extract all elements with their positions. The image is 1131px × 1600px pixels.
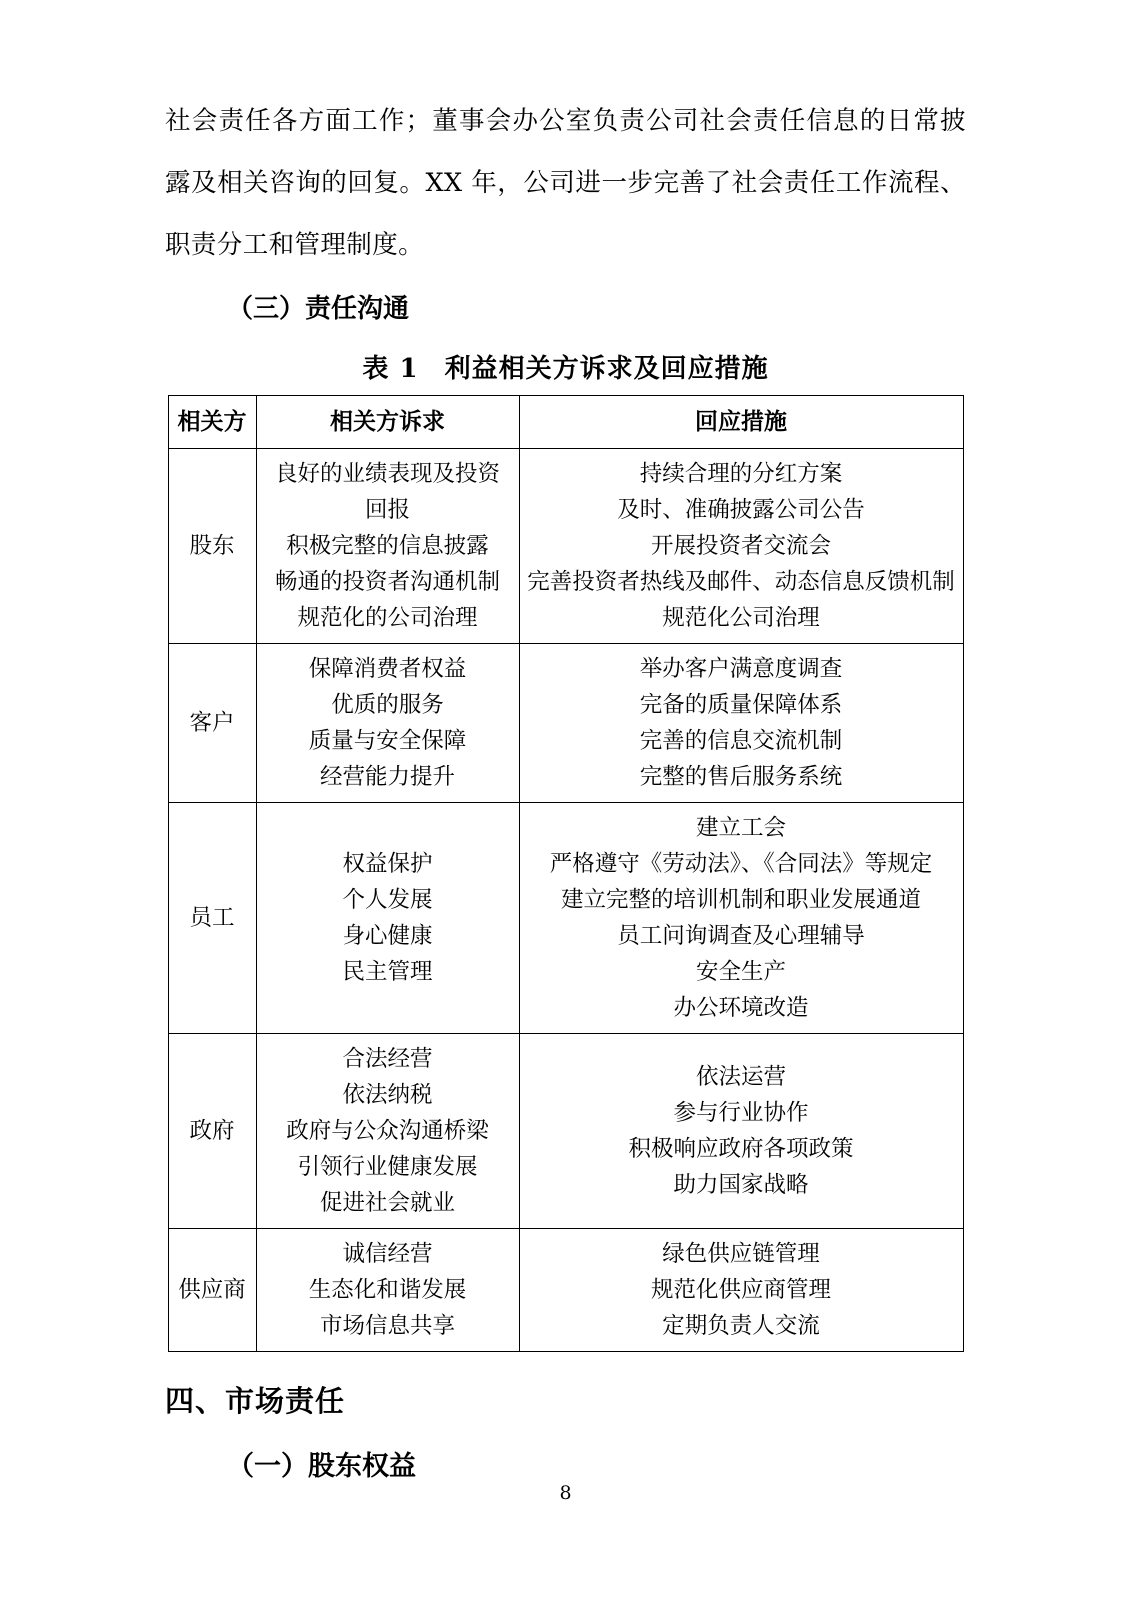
cell-party: 供应商 — [168, 1229, 256, 1352]
page-number: 8 — [559, 1482, 572, 1504]
demand-line: 引领行业健康发展 — [297, 1154, 478, 1180]
response-line: 完整的售后服务系统 — [639, 764, 843, 790]
table-row — [168, 803, 963, 1034]
cell-responses — [519, 449, 963, 644]
demand-line: 促进社会就业 — [319, 1190, 455, 1216]
demand-line: 个人发展 — [342, 887, 433, 913]
demand-line: 市场信息共享 — [319, 1313, 455, 1339]
response-line: 员工问询调查及心理辅导 — [617, 923, 865, 949]
demand-line: 权益保护 — [342, 851, 433, 877]
chapter-heading-market-responsibility: 四、市场责任 — [165, 1384, 346, 1418]
cell-demands — [256, 449, 519, 644]
response-line: 依法运营 — [695, 1064, 786, 1090]
response-line: 安全生产 — [695, 959, 786, 985]
response-line: 及时、准确披露公司公告 — [617, 497, 865, 523]
cell-party: 股东 — [168, 449, 256, 644]
table-caption — [165, 348, 966, 385]
response-line: 严格遵守《劳动法》、《合同法》等规定 — [549, 851, 933, 877]
response-line: 参与行业协作 — [673, 1100, 809, 1126]
cell-demands — [256, 644, 519, 803]
response-line: 建立完整的培训机制和职业发展通道 — [560, 887, 921, 913]
demand-line: 依法纳税 — [342, 1082, 433, 1108]
cell-demands — [256, 1229, 519, 1352]
demand-line: 积极完整的信息披露 — [286, 533, 489, 559]
table-row — [168, 1034, 963, 1229]
header-responses: 回应措施 — [519, 396, 963, 449]
table-row — [168, 449, 963, 644]
response-line: 助力国家战略 — [673, 1172, 809, 1198]
stakeholder-table — [168, 395, 964, 1352]
response-line: 规范化公司治理 — [662, 605, 820, 631]
demand-line: 保障消费者权益 — [308, 656, 467, 682]
cell-responses — [519, 1229, 963, 1352]
table-body — [168, 449, 963, 1352]
response-line: 开展投资者交流会 — [650, 533, 831, 559]
table-header-row — [168, 396, 963, 449]
demand-line: 合法经营 — [342, 1046, 433, 1072]
response-line: 定期负责人交流 — [662, 1313, 820, 1339]
response-line: 完善的信息交流机制 — [639, 728, 843, 754]
cell-responses — [519, 803, 963, 1034]
header-demands: 相关方诉求 — [256, 396, 519, 449]
cell-party: 政府 — [168, 1034, 256, 1229]
cell-party: 员工 — [168, 803, 256, 1034]
subsection-heading-shareholder-rights: （一）股东权益 — [227, 1451, 416, 1482]
response-line: 举办客户满意度调查 — [639, 656, 843, 682]
response-line: 完善投资者热线及邮件、动态信息反馈机制 — [527, 569, 955, 595]
table-label: 表 1 — [362, 354, 419, 384]
demand-line: 身心健康 — [342, 923, 433, 949]
cell-party: 客户 — [168, 644, 256, 803]
demand-line: 优质的服务 — [331, 692, 444, 718]
demand-line: 回报 — [364, 497, 410, 523]
demand-line: 质量与安全保障 — [308, 728, 467, 754]
response-line: 持续合理的分红方案 — [639, 461, 843, 487]
demand-line: 民主管理 — [342, 959, 433, 985]
cell-responses — [519, 1034, 963, 1229]
response-line: 完备的质量保障体系 — [639, 692, 843, 718]
demand-line: 政府与公众沟通桥梁 — [286, 1118, 489, 1144]
response-line: 办公环境改造 — [673, 995, 809, 1021]
header-party: 相关方 — [168, 396, 256, 449]
demand-line: 生态化和谐发展 — [308, 1277, 467, 1303]
body-paragraph: 社会责任各方面工作；董事会办公室负责公司社会责任信息的日常披露及相关咨询的回复。XX 年，公司进一步完善了社会责任工作流程、职责分工和管理制度。 — [165, 106, 966, 260]
section-heading-responsibility-communication: （三）责任沟通 — [227, 294, 410, 324]
demand-line: 诚信经营 — [342, 1241, 433, 1267]
response-line: 积极响应政府各项政策 — [628, 1136, 854, 1162]
demand-line: 规范化的公司治理 — [297, 605, 478, 631]
response-line: 建立工会 — [695, 815, 786, 841]
response-line: 绿色供应链管理 — [662, 1241, 820, 1267]
demand-line: 经营能力提升 — [319, 764, 455, 790]
table-row — [168, 1229, 963, 1352]
table-row — [168, 644, 963, 803]
response-line: 规范化供应商管理 — [650, 1277, 831, 1303]
cell-responses — [519, 644, 963, 803]
demand-line: 良好的业绩表现及投资 — [274, 461, 500, 487]
table-title: 利益相关方诉求及回应措施 — [444, 354, 769, 384]
demand-line: 畅通的投资者沟通机制 — [274, 569, 500, 595]
cell-demands — [256, 1034, 519, 1229]
cell-demands — [256, 803, 519, 1034]
